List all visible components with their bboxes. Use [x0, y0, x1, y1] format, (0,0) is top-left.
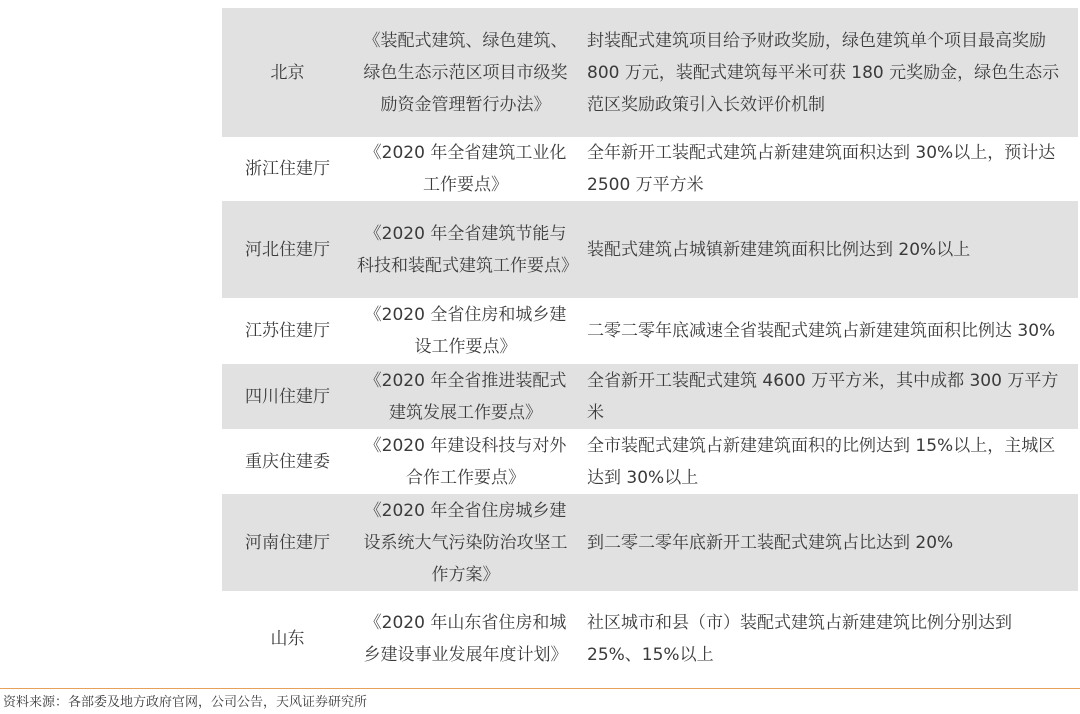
region-cell: 重庆住建委: [245, 451, 330, 472]
table-row: [222, 201, 1078, 298]
document-cell: 《2020 年山东省住房和城乡建设事业发展年度计划》: [363, 613, 568, 665]
measure-cell: 二零二零年底减速全省装配式建筑占新建建筑面积比例达 30%: [587, 321, 1056, 341]
table-row: [222, 137, 1078, 201]
table-row: [222, 364, 1078, 429]
measure-cell: 到二零二零年底新开工装配式建筑占比达到 20%: [587, 532, 954, 553]
region-cell: 山东: [270, 629, 305, 649]
measure-cell: 社区城市和县（市）装配式建筑占新建建筑比例分别达到 25%、15%以上: [587, 613, 1012, 665]
measure-cell: 全年新开工装配式建筑占新建建筑面积达到 30%以上，预计达 2500 万平方米: [587, 143, 1056, 195]
region-cell: 北京: [270, 62, 305, 83]
region-cell: 河南住建厅: [245, 532, 330, 553]
region-cell: 四川住建厅: [245, 386, 330, 407]
table-row: [222, 494, 1078, 591]
measure-cell: 装配式建筑占城镇新建建筑面积比例达到 20%以上: [587, 239, 971, 260]
region-cell: 浙江住建厅: [245, 159, 330, 179]
source-note: 资料来源：各部委及地方政府官网，公司公告，天风证券研究所: [3, 695, 368, 710]
measure-cell: 全省新开工装配式建筑 4600 万平方米，其中成都 300 万平方米: [587, 370, 1059, 423]
document-cell: 《2020 年全省建筑节能与科技和装配式建筑工作要点》: [357, 223, 578, 276]
table-row: [222, 591, 1078, 687]
document-cell: 《2020 年建设科技与对外合作工作要点》: [364, 435, 567, 488]
measure-cell: 全市装配式建筑占新建建筑面积的比例达到 15%以上，主城区达到 30%以上: [587, 435, 1056, 488]
region-cell: 江苏住建厅: [245, 321, 330, 341]
table-row: [222, 8, 1078, 137]
measure-cell: 封装配式建筑项目给予财政奖励，绿色建筑单个项目最高奖励 800 万元，装配式建筑每平米可获 180 元奖励金，绿色生态示范区奖励政策引入长效评价机制: [587, 30, 1060, 115]
document-cell: 《2020 年全省住房城乡建设系统大气污染防治攻坚工作方案》: [363, 500, 568, 585]
document-cell: 《2020 全省住房和城乡建设工作要点》: [364, 305, 567, 357]
document-cell: 《装配式建筑、绿色建筑、绿色生态示范区项目市级奖励资金管理暂行办法》: [363, 30, 568, 115]
document-cell: 《2020 年全省推进装配式建筑发展工作要点》: [364, 370, 567, 423]
policy-table: [222, 8, 1078, 687]
footer-divider: [0, 688, 1080, 689]
table-row: [222, 298, 1078, 364]
table-row: [222, 429, 1078, 494]
region-cell: 河北住建厅: [245, 239, 330, 260]
document-cell: 《2020 年全省建筑工业化工作要点》: [364, 143, 567, 195]
